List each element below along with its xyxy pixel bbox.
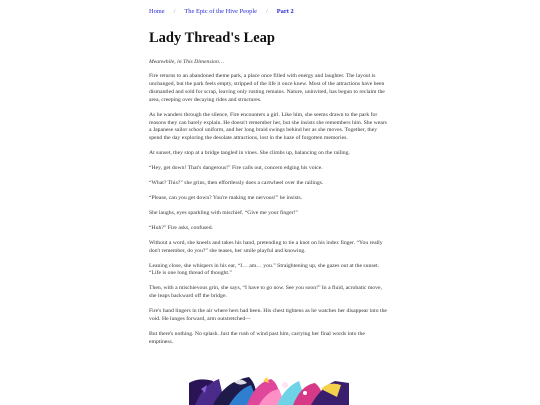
breadcrumb-separator: / [173, 8, 176, 15]
article-paragraph: Leaning close, she whispers in his ear, “I… am… you.” Straightening up, she gazes out at the sunset. “Life is one long thread of thought.” [149, 262, 380, 277]
story-illustration [189, 375, 349, 405]
article-paragraph: “What? This?” she grins, then effortlessly does a cartwheel over the railings. [149, 180, 324, 187]
illustration-art [189, 375, 349, 405]
article-paragraph: Then, with a mischievous grin, she says, “I have to go now. See you soon!” In a fluid, acrobatic move, she leaps backward off the bridge. [149, 285, 382, 300]
breadcrumb-current-link[interactable]: Part 2 [276, 8, 294, 15]
article [149, 30, 389, 347]
article-paragraph: “Please, can you get down? You're making me nervous!” he insists. [149, 194, 303, 201]
article-paragraph: She laughs, eyes sparkling with mischief. “Give me your finger!” [149, 209, 298, 216]
article-paragraph: As he wanders through the silence, Fire encounters a girl. Like him, she seems drawn to the park for reasons they can barely explain. He doesn't remember her, but she insists she remembers him. She wears a Japanese sailor school uniform, and her long braid swings behind her as she moves. Together, they spend the day exploring the desolate attractions, lost in the haze of forgotten memories. [149, 111, 387, 142]
article-paragraph: At sunset, they stop at a bridge tangled in vines. She climbs up, balancing on the railing. [149, 150, 350, 157]
article-paragraph: But there's nothing. No splash. Just the rush of wind past him, carrying her final words into the emptiness. [149, 330, 365, 345]
breadcrumb-home-link[interactable]: Home [149, 8, 165, 15]
article-paragraph: Fire returns to an abandoned theme park, a place once filled with energy and laughter. The layout is unchanged, but the park feels empty, stripped of the life it once knew. Most of the attractions have been dismantled and sold for scrap, leaving only rusting remains. Nature, uninvited, has begun to reclaim the area, creeping over decaying rides and structures. [149, 73, 385, 103]
breadcrumb [149, 7, 294, 16]
article-paragraph: “Hey, get down! That's dangerous!” Fire calls out, concern edging his voice. [149, 165, 323, 172]
article-paragraph: Fire's hand lingers in the air where hers had been. His chest tightens as he watches her disappear into the void. He lunges forward, arm outstretched— [149, 308, 387, 323]
breadcrumb-separator: / [266, 8, 268, 15]
breadcrumb-parent-link[interactable]: The Epic of the Hive People [184, 8, 257, 15]
article-subtitle: Meanwhile, in This Dimension… [149, 59, 224, 65]
article-paragraph: “Huh?” Fire asks, confused. [149, 224, 213, 231]
article-paragraph: Without a word, she kneels and takes his hand, pretending to tie a knot on his index finger. “You really don't remember, do you?” she teases, her smile playful and knowing. [149, 239, 383, 254]
page-title: Lady Thread's Leap [149, 30, 275, 46]
